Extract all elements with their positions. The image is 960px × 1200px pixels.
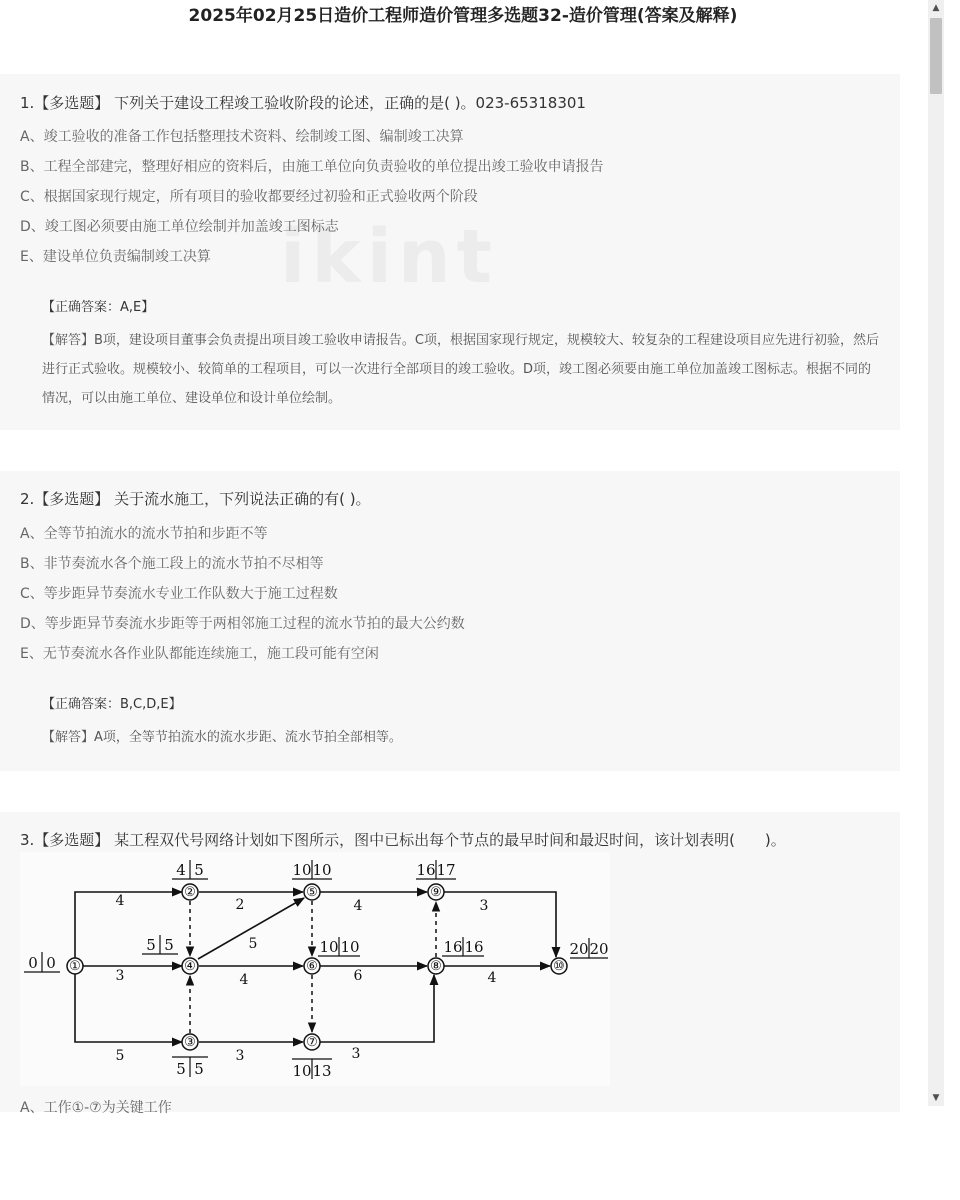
node-label-10: ⑩ (553, 959, 565, 974)
option-c: C、根据国家现行规定，所有项目的验收都要经过初验和正式验收两个阶段 (20, 189, 478, 205)
option-e: E、建设单位负责编制竣工决算 (20, 249, 211, 265)
est-node-8: 16 (443, 938, 463, 956)
node-label-1: ① (69, 959, 81, 974)
option-a: A、竣工验收的准备工作包括整理技术资料、绘制竣工图、编制竣工决算 (20, 129, 464, 145)
est-node-7: 10 (292, 1062, 312, 1080)
est-node-9: 16 (416, 861, 436, 879)
vertical-scrollbar[interactable] (928, 0, 944, 1106)
duration-4-6: 4 (239, 972, 249, 988)
watermark: ikint (280, 214, 498, 300)
duration-7-8: 3 (351, 1046, 361, 1062)
duration-1-4: 3 (115, 968, 125, 984)
arrow-1-3 (75, 966, 182, 1042)
correct-answer: 【正确答案：A,E】 (42, 300, 155, 315)
duration-8-10: 4 (487, 970, 497, 986)
est-node-4: 5 (146, 936, 156, 954)
question-title: 3.【多选题】 某工程双代号网络计划如下图所示，图中已标出每个节点的最早时间和最迟时间，该计划表明( )。 (20, 831, 786, 849)
node-label-9: ⑨ (430, 885, 442, 900)
est-node-6: 10 (319, 938, 339, 956)
node-label-2: ② (184, 885, 196, 900)
option-e: E、无节奏流水各作业队都能连续施工，施工段可能有空闲 (20, 646, 379, 662)
node-label-6: ⑥ (306, 959, 318, 974)
est-node-2: 4 (176, 861, 186, 879)
node-label-7: ⑦ (306, 1035, 318, 1050)
option-c: C、等步距异节奏流水专业工作队数大于施工过程数 (20, 586, 338, 602)
scrollbar-thumb[interactable] (930, 18, 942, 94)
duration-5-9: 4 (353, 898, 363, 914)
duration-4-5: 5 (248, 936, 258, 952)
lst-node-10: 20 (589, 940, 609, 958)
duration-2-5: 2 (235, 897, 245, 913)
lst-node-6: 10 (340, 938, 360, 956)
est-node-3: 5 (176, 1060, 186, 1078)
option-d: D、竣工图必须要由施工单位绘制并加盖竣工图标志 (20, 219, 339, 235)
option-a: A、全等节拍流水的流水节拍和步距不等 (20, 526, 268, 542)
question-title: 1.【多选题】 下列关于建设工程竣工验收阶段的论述，正确的是( )。023-65318301 (20, 94, 586, 112)
node-label-4: ④ (184, 959, 196, 974)
est-node-5: 10 (292, 861, 312, 879)
option-b: B、非节奏流水各个施工段上的流水节拍不尽相等 (20, 556, 324, 572)
question-title: 2.【多选题】 关于流水施工，下列说法正确的有( )。 (20, 490, 371, 508)
duration-9-10: 3 (479, 898, 489, 914)
node-label-5: ⑤ (306, 885, 318, 900)
duration-3-7: 3 (235, 1048, 245, 1064)
lst-node-2: 5 (194, 861, 204, 879)
lst-node-7: 13 (312, 1062, 332, 1080)
explanation: 【解答】B项，建设项目董事会负责提出项目竣工验收申请报告。C项，根据国家现行规定，规模较大、较复杂的工程建设项目应先进行初验，然后进行正式验收。规模较小、较简单的工程项目，可以一次进行全部项目的竣工验收。D项，竣工图必须要由施工单位加盖竣工图标志。根据不同的情况，可以由施工单位、建设单位和设计单位绘制。 (42, 333, 879, 406)
scroll-down-arrow-icon[interactable]: ▼ (932, 1093, 940, 1103)
question-card-1 (0, 74, 900, 430)
duration-1-2: 4 (115, 893, 125, 909)
option-a: A、工作①-⑦为关键工作 (20, 1100, 172, 1116)
page-title: 2025年02月25日造价工程师造价管理多选题32-造价管理(答案及解释) (188, 6, 738, 26)
est-node-10: 20 (569, 940, 589, 958)
correct-answer: 【正确答案：B,C,D,E】 (42, 697, 182, 712)
lst-node-3: 5 (194, 1060, 204, 1078)
lst-node-9: 17 (436, 861, 456, 879)
lst-node-8: 16 (464, 938, 484, 956)
lst-node-5: 10 (312, 861, 332, 879)
lst-node-1: 0 (46, 954, 56, 972)
duration-1-3: 5 (115, 1048, 125, 1064)
duration-6-8: 6 (353, 968, 363, 984)
node-label-8: ⑧ (430, 959, 442, 974)
est-node-1: 0 (28, 954, 38, 972)
arrow-7-8 (320, 975, 434, 1042)
network-diagram (20, 852, 610, 1086)
question-card-2 (0, 471, 900, 771)
option-d: D、等步距异节奏流水步距等于两相邻施工过程的流水节拍的最大公约数 (20, 616, 465, 632)
scroll-up-arrow-icon[interactable]: ▲ (932, 3, 940, 13)
option-b: B、工程全部建完，整理好相应的资料后，由施工单位向负责验收的单位提出竣工验收申请报告 (20, 159, 604, 175)
node-label-3: ③ (184, 1035, 196, 1050)
arrow-1-2 (75, 892, 182, 966)
lst-node-4: 5 (164, 936, 174, 954)
explanation: 【解答】A项，全等节拍流水的流水步距、流水节拍全部相等。 (42, 730, 402, 745)
